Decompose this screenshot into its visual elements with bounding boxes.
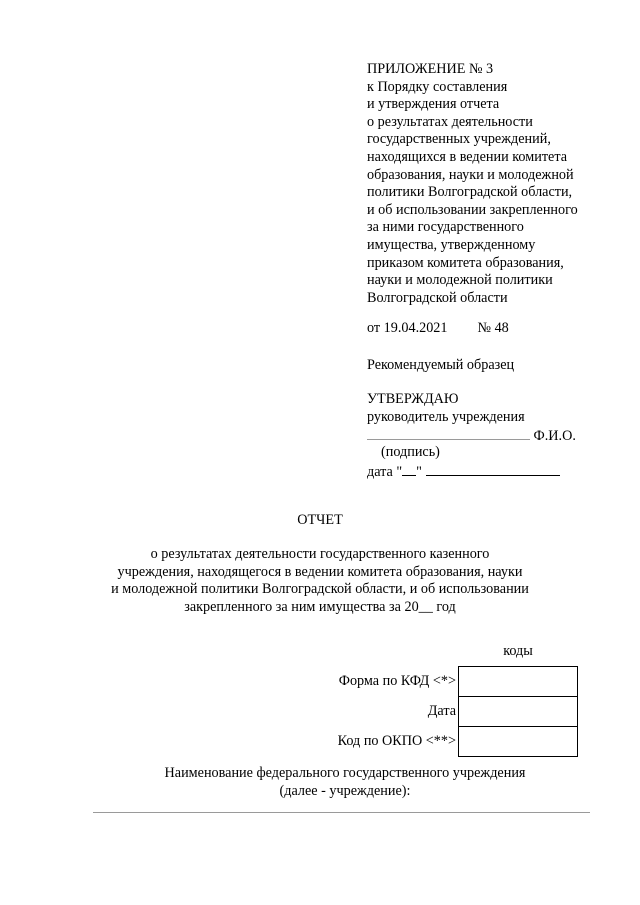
organization-line: Наименование федерального государственного учреждения: [164, 765, 526, 781]
code-field-okpo[interactable]: [459, 726, 578, 756]
order-number: № 48: [477, 320, 509, 336]
appendix-line: о результатах деятельности: [367, 113, 533, 130]
report-subject-line: учреждения, находящегося в ведении комитета образования, науки: [117, 563, 523, 580]
appendix-line: и утверждения отчета: [367, 96, 500, 113]
date-quote-close: ": [416, 463, 422, 480]
appendix-line: и об использовании закрепленного: [367, 201, 578, 218]
appendix-line: политики Волгоградской области,: [367, 184, 573, 201]
order-date: от 19.04.2021: [367, 320, 448, 336]
approval-block: [367, 391, 627, 481]
appendix-line: государственных учреждений,: [367, 131, 551, 148]
date-month-year-blank[interactable]: [426, 462, 560, 476]
approver-fio: Ф.И.О.: [533, 428, 576, 445]
codes-row: [300, 696, 578, 726]
appendix-line: Волгоградской области: [367, 289, 508, 306]
codes-row: [300, 666, 578, 696]
approval-heading: УТВЕРЖДАЮ: [367, 391, 459, 407]
code-field-kfd[interactable]: [459, 666, 578, 696]
code-field-date[interactable]: [459, 696, 578, 726]
appendix-line: образования, науки и молодежной: [367, 166, 574, 183]
code-label-date: Дата: [427, 702, 456, 719]
appendix-line: к Порядку составления: [367, 78, 508, 95]
organization-name-line[interactable]: [93, 812, 590, 813]
approval-role: руководитель учреждения: [367, 408, 525, 425]
organization-line: (далее - учреждение):: [279, 782, 411, 799]
signature-hint: (подпись): [381, 444, 440, 461]
organization-name-label: [0, 765, 640, 800]
appendix-line: приказом комитета образования,: [367, 254, 564, 271]
appendix-line: за ними государственного: [367, 219, 524, 236]
codes-header-row: [300, 637, 578, 666]
code-label-kfd: Форма по КФД <*>: [338, 672, 456, 689]
signature-row: [367, 426, 627, 444]
codes-table: [300, 637, 578, 757]
report-subject-line: и молодежной политики Волгоградской области, и об использовании: [111, 581, 529, 598]
appendix-line: имущества, утвержденному: [367, 236, 536, 253]
codes-row: [300, 726, 578, 756]
appendix-line: находящихся в ведении комитета: [367, 148, 567, 165]
codes-header: коды: [503, 642, 533, 659]
appendix-line: науки и молодежной политики: [367, 272, 553, 289]
report-subject: [80, 546, 560, 616]
approval-date-row: [367, 462, 627, 482]
date-day-blank[interactable]: [402, 463, 416, 476]
appendix-line: ПРИЛОЖЕНИЕ № 3: [367, 61, 494, 77]
report-subject-line: о результатах деятельности государственного казенного: [150, 546, 490, 562]
sample-label: Рекомендуемый образец: [367, 357, 515, 373]
date-label: дата ": [367, 463, 403, 480]
signature-line[interactable]: [367, 426, 530, 440]
code-label-okpo: Код по ОКПО <**>: [337, 732, 456, 749]
report-title: ОТЧЕТ: [297, 512, 343, 528]
report-subject-line: закрепленного за ним имущества за 20__ год: [184, 598, 456, 615]
order-reference: [367, 320, 509, 337]
appendix-block: [367, 61, 627, 307]
